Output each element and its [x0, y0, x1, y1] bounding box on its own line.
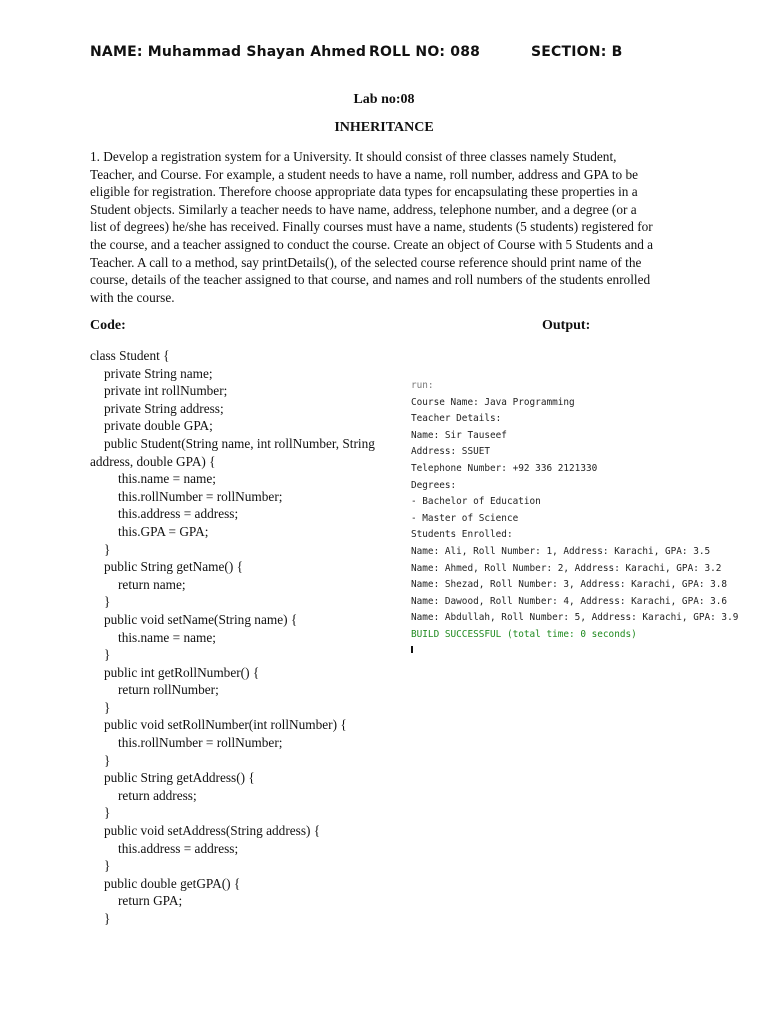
code-line: return name; — [118, 576, 186, 592]
console-cursor — [411, 646, 413, 653]
code-line: public Student(String name, int rollNumber, String — [104, 435, 375, 451]
question-line: Teacher. A call to a method, say printDetails(), of the selected course reference should print name of the — [90, 254, 642, 270]
code-line: this.name = name; — [118, 471, 216, 487]
output-line: - Bachelor of Education — [411, 496, 541, 508]
output-line: Course Name: Java Programming — [411, 396, 575, 408]
output-line: Name: Ali, Roll Number: 1, Address: Karachi, GPA: 3.5 — [411, 545, 711, 557]
output-line: Name: Abdullah, Roll Number: 5, Address: Karachi, GPA: 3.9 — [411, 612, 739, 624]
output-line: Degrees: — [411, 479, 457, 491]
code-line: private String name; — [104, 365, 213, 381]
code-line: } — [104, 805, 111, 821]
question-line: Teacher, and Course. For example, a student needs to have a name, roll number, address and GPA to be — [90, 166, 639, 182]
code-line: address, double GPA) { — [90, 453, 216, 469]
code-line: return rollNumber; — [118, 682, 219, 698]
question-line: list of degrees) he/she has received. Finally courses must have a name, students (5 students) registered for — [90, 219, 653, 235]
code-line: private int rollNumber; — [104, 383, 228, 399]
section: SECTION: B — [531, 44, 623, 60]
output-line: - Master of Science — [411, 512, 519, 524]
code-line: this.GPA = GPA; — [118, 523, 209, 539]
code-listing — [90, 347, 400, 928]
output-line: Name: Shezad, Roll Number: 3, Address: Karachi, GPA: 3.8 — [411, 579, 728, 591]
code-line: public String getName() { — [104, 559, 243, 575]
output-line: Name: Ahmed, Roll Number: 2, Address: Karachi, GPA: 3.2 — [411, 562, 722, 574]
code-line: public int getRollNumber() { — [104, 664, 260, 680]
output-line: Teacher Details: — [411, 413, 502, 425]
question-paragraph — [90, 148, 688, 306]
lab-number: Lab no:08 — [353, 92, 415, 107]
code-line: } — [104, 699, 111, 715]
output-heading: Output: — [542, 318, 591, 333]
code-line: } — [104, 647, 111, 663]
code-line: this.rollNumber = rollNumber; — [118, 488, 283, 504]
code-line: this.address = address; — [118, 506, 239, 522]
code-line: } — [104, 752, 111, 768]
output-line: Name: Dawood, Roll Number: 4, Address: Karachi, GPA: 3.6 — [411, 595, 728, 607]
question-line: eligible for registration. Therefore choose appropriate data types for encapsulating these properties in a — [90, 184, 638, 200]
question-line: with the course. — [90, 289, 175, 305]
output-line: Telephone Number: +92 336 2121330 — [411, 462, 598, 474]
code-line: } — [104, 594, 111, 610]
roll-number: ROLL NO: 088 — [369, 44, 481, 60]
code-line: public void setAddress(String address) { — [104, 823, 321, 839]
question-line: 1. Develop a registration system for a University. It should consist of three classes namely Student, — [90, 149, 617, 164]
code-line: public void setName(String name) { — [104, 611, 298, 627]
code-line: private String address; — [104, 400, 224, 416]
output-run-line: run: — [411, 380, 434, 391]
document-header — [90, 44, 690, 66]
output-line: Students Enrolled: — [411, 529, 513, 541]
code-line: } — [104, 858, 111, 874]
console-output — [411, 378, 751, 653]
question-line: the course, and a teacher assigned to conduct the course. Create an object of Course with 5 Students and a — [90, 236, 654, 252]
lab-topic: INHERITANCE — [334, 120, 434, 135]
question-line: course, details of the teacher assigned to that course, and names and roll numbers of the students enrolled — [90, 272, 651, 288]
code-line: private double GPA; — [104, 418, 213, 434]
code-line: this.name = name; — [118, 629, 216, 645]
student-name: NAME: Muhammad Shayan Ahmed — [90, 44, 367, 60]
output-build-status: BUILD SUCCESSFUL (total time: 0 seconds) — [411, 628, 637, 640]
output-line: Name: Sir Tauseef — [411, 429, 507, 441]
code-line: public String getAddress() { — [104, 770, 255, 786]
code-heading: Code: — [90, 318, 126, 333]
code-line: return GPA; — [118, 893, 183, 909]
code-line: class Student { — [90, 348, 170, 363]
code-line: } — [104, 541, 111, 557]
code-line: } — [104, 911, 111, 926]
question-line: Student objects. Similarly a teacher needs to have name, address, telephone number, and a degree (or a — [90, 201, 637, 217]
code-line: public double getGPA() { — [104, 875, 241, 891]
code-line: public void setRollNumber(int rollNumber) { — [104, 717, 347, 733]
code-line: this.rollNumber = rollNumber; — [118, 735, 283, 751]
code-line: this.address = address; — [118, 840, 239, 856]
code-line: return address; — [118, 787, 197, 803]
output-line: Address: SSUET — [411, 446, 491, 458]
